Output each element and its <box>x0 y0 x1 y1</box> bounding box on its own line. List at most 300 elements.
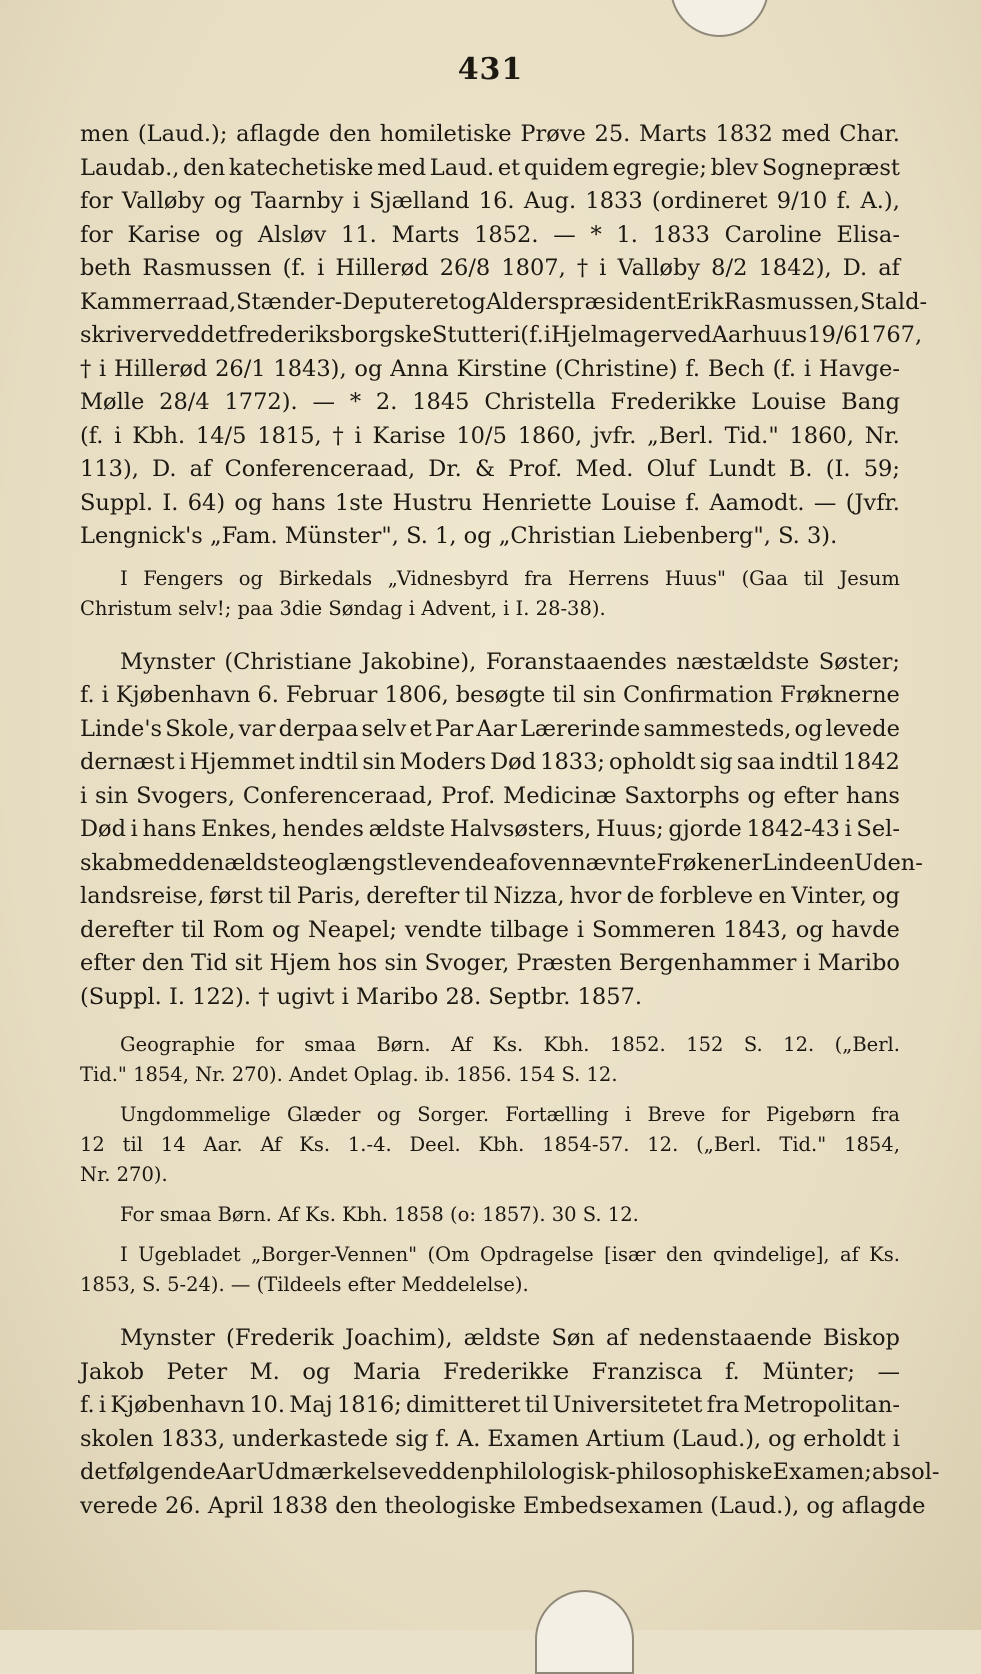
word: Fortælling <box>505 1103 609 1126</box>
word: i <box>624 1103 632 1126</box>
word: 19/6 <box>807 322 858 348</box>
word: † <box>576 255 589 281</box>
word: absol- <box>871 1459 940 1485</box>
word: † <box>80 355 92 382</box>
word: 1ste <box>334 489 384 516</box>
word: (f. <box>80 422 104 449</box>
word: Universitetet <box>552 1392 703 1418</box>
word: 1852. <box>474 221 539 248</box>
word: Lærerinde <box>519 715 641 742</box>
word: Conferenceraad, <box>224 456 416 482</box>
text-line <box>80 1030 900 1060</box>
word: skolen <box>80 1425 154 1452</box>
word: sin <box>95 782 129 809</box>
word: i <box>354 422 362 449</box>
word: 1842-43 <box>746 816 840 842</box>
word: Joachim), <box>344 1325 453 1351</box>
word: Rasmussen, <box>723 288 861 315</box>
word: (Jvfr. <box>845 489 900 516</box>
word: Fengers <box>143 566 224 590</box>
word: fra <box>871 1103 900 1126</box>
word: beth <box>80 255 132 281</box>
biography-paragraph <box>80 1322 940 1523</box>
word: og <box>376 1103 401 1126</box>
text-line <box>80 1356 900 1390</box>
word: * <box>349 389 362 415</box>
word: i <box>101 682 109 708</box>
word: 152 <box>686 1033 724 1056</box>
word: og <box>458 288 486 315</box>
word: Rom <box>212 916 265 943</box>
word: Dr. <box>428 456 462 482</box>
word: sin <box>582 682 616 708</box>
word: Kjøbenhavn <box>115 682 251 708</box>
word: levede <box>825 715 900 742</box>
text-line <box>80 453 900 487</box>
text-line <box>80 880 900 914</box>
word: Aar <box>476 715 517 742</box>
word: (Frederik <box>226 1325 334 1351</box>
text-line <box>80 319 923 353</box>
word: og <box>272 916 301 943</box>
word: Jesum <box>839 566 900 590</box>
word: vendte <box>404 916 483 943</box>
word: Halvsøsters, <box>449 816 592 842</box>
word: 14 <box>160 1133 186 1156</box>
word: hans <box>142 816 197 842</box>
word: Münter; <box>762 1358 855 1385</box>
word: Marts <box>639 121 707 147</box>
text-line <box>80 746 900 780</box>
word: en <box>826 849 855 876</box>
word: 1816; <box>336 1392 402 1418</box>
word: 1806, <box>384 682 449 708</box>
word: quidem <box>523 154 609 181</box>
word: 1767, <box>857 322 923 348</box>
word: Af <box>260 1133 282 1156</box>
text-line <box>80 679 900 713</box>
text-line <box>80 1456 940 1490</box>
word: Sorger. <box>417 1103 490 1126</box>
word: næstældste <box>676 648 810 675</box>
text-line <box>80 564 900 594</box>
word: egregie; <box>612 154 707 181</box>
biography-paragraph <box>80 646 923 1015</box>
word: i <box>576 916 585 943</box>
word: med <box>133 849 183 876</box>
word: for <box>80 221 113 248</box>
word: og <box>215 221 244 248</box>
word: Neapel; <box>308 916 397 943</box>
word: sin <box>362 749 396 775</box>
word: (Om <box>427 1243 470 1266</box>
word: til <box>524 1392 549 1418</box>
word: hans <box>271 489 326 516</box>
word: 1.-4. <box>347 1133 392 1156</box>
word: hvor <box>569 883 622 909</box>
word: ovennævnte <box>517 849 657 876</box>
word: Mølle <box>80 389 145 415</box>
text-line <box>80 1389 900 1423</box>
text-line: Christum selv!; paa 3die Søndag i Advent, i I. 28-38). <box>80 596 606 620</box>
word: skab <box>80 849 133 876</box>
word: sammesteds, <box>643 715 792 742</box>
word: efter <box>80 950 135 976</box>
word: Examen; <box>772 1459 872 1485</box>
word: i <box>352 188 360 214</box>
word: til <box>464 883 489 909</box>
word: Aar. <box>203 1133 243 1156</box>
word: 1852. <box>609 1033 666 1056</box>
word: f. <box>685 355 701 382</box>
punch-hole-top <box>670 0 769 37</box>
word: Børn. <box>376 1033 431 1056</box>
word: til <box>181 916 205 943</box>
word: Svogers, <box>136 782 235 809</box>
word: „Berl. <box>647 422 714 449</box>
word: Franzisca <box>591 1358 703 1385</box>
word: Sognepræst <box>761 154 900 181</box>
word: M. <box>249 1358 280 1385</box>
word: forbleve <box>659 883 754 909</box>
word: tilbage <box>490 916 569 943</box>
word: qvindelige], <box>712 1243 830 1266</box>
word: saa <box>736 749 776 775</box>
text-line <box>80 152 900 186</box>
word: Stald- <box>860 288 928 315</box>
word: 10/5 <box>456 422 507 449</box>
word: i <box>99 355 107 382</box>
word: det <box>200 322 238 348</box>
word: Moders <box>399 749 487 775</box>
word: Aarhuus <box>711 322 808 348</box>
word: Aar <box>215 1459 257 1485</box>
word: Maj <box>289 1392 333 1418</box>
word: Pigebørn <box>766 1103 856 1126</box>
word: A. <box>456 1425 481 1452</box>
word: * <box>590 221 602 248</box>
word: Ks. <box>869 1243 900 1266</box>
word: 64) <box>187 489 226 516</box>
word: „Vidnesbyrd <box>387 566 509 590</box>
text-line: Lengnick's „Fam. Münster", S. 1, og „Christian Liebenberg", S. 3). <box>80 523 838 549</box>
text-line <box>80 646 900 680</box>
word: Linde's <box>80 715 163 742</box>
word: 1833, <box>160 1425 226 1452</box>
word: frederiksborgske <box>237 322 432 348</box>
word: Nizza, <box>493 883 565 909</box>
word: Skole, <box>165 715 236 742</box>
word: [især <box>604 1243 656 1266</box>
word: 1842), <box>758 255 832 281</box>
text-line: Tid." 1854, Nr. 270). Andet Oplag. ib. 1856. 154 S. 12. <box>80 1063 618 1086</box>
word: & <box>474 456 495 482</box>
word: efter <box>783 782 839 809</box>
word: Ugebladet <box>138 1243 241 1266</box>
text-line <box>80 1423 900 1457</box>
word: Aamodt. <box>709 489 805 516</box>
word: Biskop <box>823 1325 900 1351</box>
word: 2. <box>375 389 398 415</box>
block-gap <box>80 554 900 564</box>
word: 113), <box>80 456 139 482</box>
word: Ks. <box>299 1133 331 1156</box>
word: I. <box>162 489 179 516</box>
word: Medicinæ <box>503 782 617 809</box>
word: til <box>552 682 576 708</box>
text-line <box>80 813 900 847</box>
word: erholdt <box>803 1425 886 1452</box>
word: sig <box>699 749 733 775</box>
word: Ungdommelige <box>120 1103 271 1126</box>
word: Kammerraad, <box>80 288 237 315</box>
word: Huus" <box>664 566 726 590</box>
word: Død <box>490 749 537 775</box>
word: og <box>794 715 823 742</box>
word: f. <box>435 1425 451 1452</box>
word: Louise <box>601 489 677 516</box>
word: ved <box>671 322 712 348</box>
word: 1833 <box>585 188 643 214</box>
word: Breve <box>647 1103 706 1126</box>
word: (Christine) <box>554 355 678 382</box>
word: Rasmussen <box>142 255 272 281</box>
word: Maria <box>352 1358 421 1385</box>
word: Frederikke <box>610 389 737 415</box>
word: Peter <box>166 1358 228 1385</box>
word: derefter <box>80 916 174 943</box>
word: Herrens <box>568 566 650 590</box>
word: Opdragelse <box>480 1243 594 1266</box>
word: 25. <box>594 121 631 147</box>
word: hos <box>337 950 378 976</box>
word: Død <box>80 816 126 842</box>
word: Laud. <box>429 154 495 181</box>
word: 9/10 <box>776 188 828 214</box>
text-line: verede 26. April 1838 den theologiske Embedsexamen (Laud.), og aflagde <box>80 1492 926 1519</box>
text-line: 1853, S. 5-24). — (Tildeels efter Meddelelse). <box>80 1273 529 1296</box>
word: 11. <box>341 221 377 248</box>
word: den <box>442 1459 485 1485</box>
word: og <box>872 883 900 909</box>
word: 1833; <box>540 749 605 775</box>
word: (Laud.), <box>672 1425 762 1452</box>
word: i <box>98 1392 107 1418</box>
word: af <box>878 255 900 281</box>
word: hendes <box>282 816 364 842</box>
word: Ks. <box>492 1033 524 1056</box>
word: (f. <box>282 255 307 281</box>
word: i <box>892 1425 900 1452</box>
word: Uden- <box>854 849 923 876</box>
word: Sel- <box>856 816 900 842</box>
word: sin <box>384 950 418 976</box>
word: — <box>877 1358 900 1385</box>
word: Nr. <box>864 422 900 449</box>
word: Lundt <box>708 456 776 482</box>
bibliography-entry <box>80 1100 900 1190</box>
text-line <box>80 252 900 286</box>
word: (I. <box>825 456 851 482</box>
word: 1860, <box>517 422 583 449</box>
word: Laudab., <box>80 154 180 181</box>
word: 1807, <box>501 255 566 281</box>
block-gap <box>80 1230 900 1240</box>
word: Henriette <box>481 489 592 516</box>
word: „Borger-Vennen" <box>251 1243 418 1266</box>
word: Sommeren <box>591 916 716 943</box>
word: 26/1 <box>215 355 266 382</box>
word: og <box>795 916 824 943</box>
word: det <box>80 1459 117 1485</box>
word: f. <box>836 188 852 214</box>
word: af <box>839 1243 859 1266</box>
word: den <box>182 849 225 876</box>
text-line <box>80 780 900 814</box>
word: blev <box>710 154 759 181</box>
word: indtil <box>298 749 359 775</box>
word: de <box>626 883 655 909</box>
word: („Berl. <box>834 1033 900 1056</box>
word: Louise <box>751 389 827 415</box>
word: den <box>183 154 226 181</box>
word: Valløby <box>617 255 701 281</box>
word: 1833 <box>652 221 710 248</box>
word: for <box>255 1033 284 1056</box>
word: Erik <box>675 288 724 315</box>
word: derefter <box>366 883 460 909</box>
word: Havge- <box>818 355 900 382</box>
word: i <box>114 422 122 449</box>
word: Frøkener <box>656 849 762 876</box>
word: selv <box>361 715 407 742</box>
word: D. <box>842 255 868 281</box>
word: gjorde <box>668 816 742 842</box>
word: A.), <box>860 188 900 214</box>
word: Kjøbenhavn <box>110 1392 245 1418</box>
word: i <box>844 816 852 842</box>
word: Prof. <box>508 456 563 482</box>
word: Alderspræsident <box>485 288 676 315</box>
word: med <box>781 121 831 147</box>
block-gap <box>80 1014 900 1030</box>
punch-hole-bottom <box>535 1590 634 1674</box>
word: Hustru <box>392 489 473 516</box>
word: Taarnby <box>251 188 344 214</box>
word: Tid." <box>724 422 779 449</box>
word: homiletiske <box>379 121 512 147</box>
word: men <box>80 121 130 147</box>
word: Hjemmet <box>189 749 295 775</box>
word: 1860, <box>789 422 854 449</box>
text-line <box>80 420 900 454</box>
text-line <box>80 1322 900 1356</box>
text-line <box>80 487 900 521</box>
word: Geographie <box>120 1033 236 1056</box>
word: B. <box>788 456 813 482</box>
text-line <box>80 847 923 881</box>
word: Marts <box>391 221 460 248</box>
word: Conferenceraad, <box>242 782 434 809</box>
text-line: (Suppl. I. 122). † ugivt i Maribo 28. Septbr. 1857. <box>80 983 642 1010</box>
word: Tid." <box>779 1133 827 1156</box>
block-gap <box>80 624 900 646</box>
word: Caroline <box>724 221 822 248</box>
word: et <box>409 715 432 742</box>
word: Med. <box>575 456 634 482</box>
word: 16. <box>478 188 515 214</box>
word: i <box>317 255 325 281</box>
word: følgende <box>116 1459 216 1485</box>
word: Suppl. <box>80 489 154 516</box>
word: — <box>312 389 336 415</box>
word: (f. <box>772 355 797 382</box>
word: besøgte <box>455 682 546 708</box>
word: 26/8 <box>439 255 491 281</box>
word: aflagde <box>236 121 321 147</box>
word: 1832 <box>715 121 773 147</box>
word: Hillerød <box>114 355 208 382</box>
bibliography-entry <box>80 564 900 624</box>
word: jvfr. <box>592 422 637 449</box>
word: 1843, <box>723 916 788 943</box>
word: Anna <box>390 355 449 382</box>
word: til <box>268 883 292 909</box>
word: Karise <box>127 221 201 248</box>
word: for <box>80 188 113 214</box>
word: Par <box>434 715 474 742</box>
word: et <box>497 154 521 181</box>
text-line <box>80 914 900 948</box>
word: hans <box>845 782 900 809</box>
word: Frederikke <box>443 1358 570 1385</box>
word: Saxtorphs <box>624 782 740 809</box>
word: skriver <box>80 322 160 348</box>
word: Kbh. <box>543 1033 590 1056</box>
word: Enkes, <box>201 816 278 842</box>
text-line <box>80 947 900 981</box>
word: sit <box>234 950 263 976</box>
word: underkastede <box>232 1425 389 1452</box>
word: 28/4 <box>159 389 210 415</box>
word: 12. <box>647 1133 679 1156</box>
word: med <box>377 154 427 181</box>
word: dernæst <box>80 749 175 775</box>
word: Kbh. <box>478 1133 525 1156</box>
word: Mynster <box>120 648 215 675</box>
word: en <box>758 883 787 909</box>
text-line <box>80 219 900 253</box>
word: af <box>189 456 212 482</box>
block-gap <box>80 1300 900 1322</box>
word: og <box>302 1358 331 1385</box>
word: ældste <box>368 816 446 842</box>
word: Kirstine <box>456 355 547 382</box>
word: (Laud.); <box>137 121 228 147</box>
word: 1. <box>616 221 638 248</box>
word: derpaa <box>278 715 359 742</box>
word: Udmærkelse <box>256 1459 402 1485</box>
word: Svoger, <box>424 950 510 976</box>
word: Hjelmager <box>550 322 672 348</box>
word: Sjælland <box>369 188 470 214</box>
word: Aug. <box>523 188 577 214</box>
word: indtil <box>779 749 839 775</box>
word: i <box>130 816 138 842</box>
word: til <box>122 1133 143 1156</box>
word: Maribo <box>817 950 900 976</box>
word: den <box>141 950 184 976</box>
